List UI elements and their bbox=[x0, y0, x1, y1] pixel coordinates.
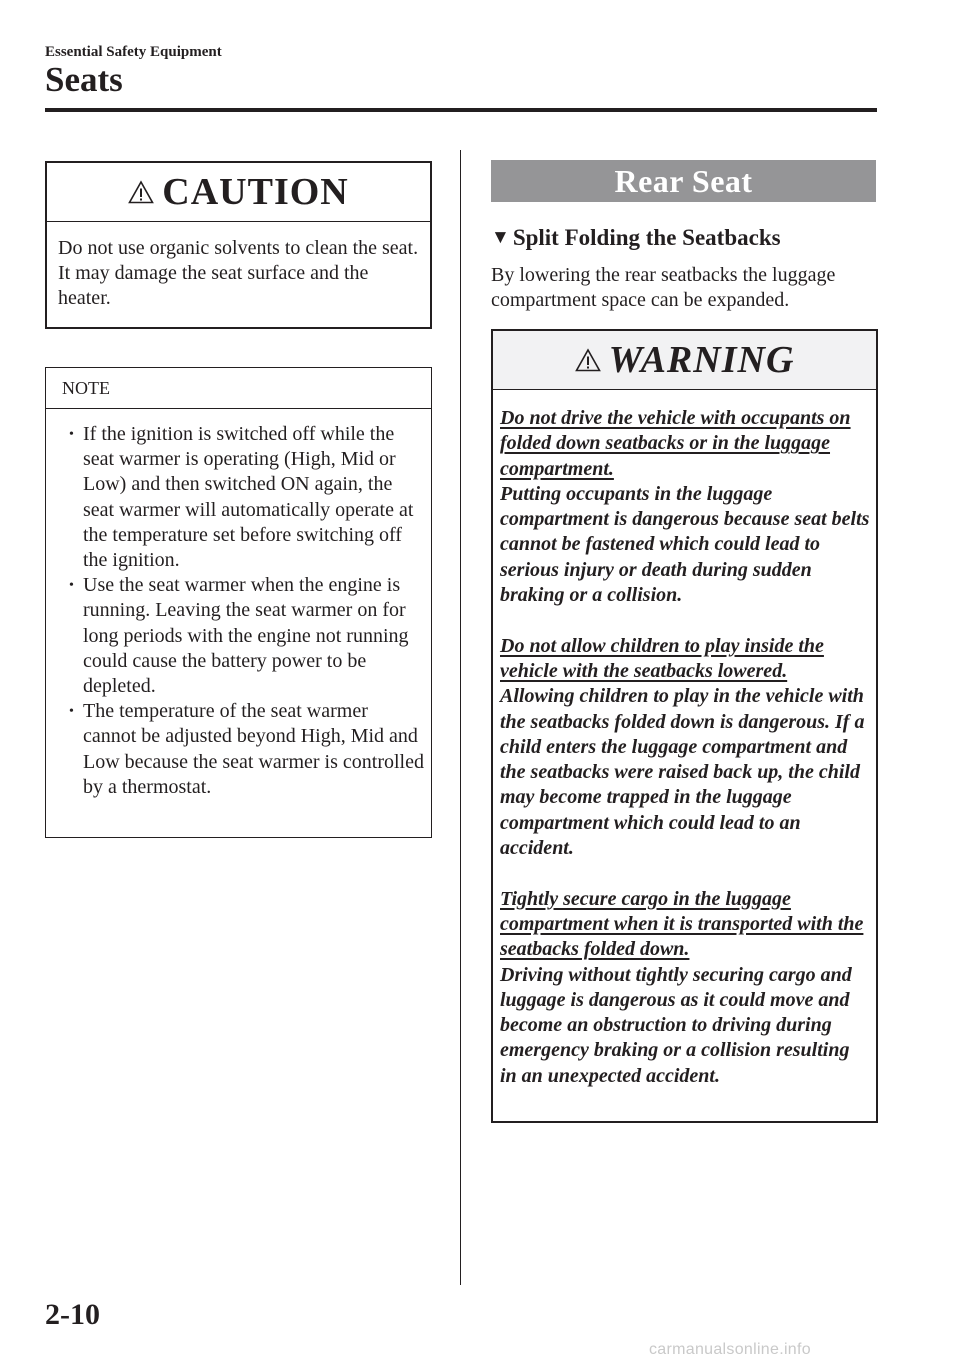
page-title: Seats bbox=[45, 60, 123, 99]
warning-paragraph bbox=[500, 887, 870, 1089]
intro-paragraph: By lowering the rear seatbacks the luggage compartment space can be expanded. bbox=[491, 264, 836, 311]
header-rule bbox=[45, 108, 877, 112]
bullet-icon: • bbox=[69, 427, 74, 442]
warning-paragraph bbox=[500, 406, 870, 608]
note-label: NOTE bbox=[46, 368, 431, 409]
warning-box bbox=[491, 329, 878, 1123]
note-item-text: The temperature of the seat warmer cannot be adjusted beyond High, Mid and Low because the seat warmer is controlled by a thermostat. bbox=[83, 700, 424, 798]
warning-text: Driving without tightly securing cargo and luggage is dangerous as it could move and become an obstruction to driving during emergency braking or a collision resulting in an unexpected accident. bbox=[500, 963, 852, 1087]
bullet-icon: • bbox=[69, 704, 74, 720]
note-item-text: Use the seat warmer when the engine is running. Leaving the seat warmer on for long periods with the engine not running could cause the battery power to be depleted. bbox=[83, 574, 409, 698]
warning-heading: Do not drive the vehicle with occupants on folded down seatbacks or in the luggage compartment. bbox=[500, 407, 851, 480]
subsection-heading-text: Split Folding the Seatbacks bbox=[512, 225, 781, 250]
list-item bbox=[46, 422, 431, 573]
chapter-label: Essential Safety Equipment bbox=[45, 44, 222, 60]
caution-text: Do not use organic solvents to clean the seat. It may damage the seat surface and the heater. bbox=[58, 237, 419, 309]
section-banner: Rear Seat bbox=[491, 160, 876, 202]
warning-body bbox=[493, 390, 876, 1089]
list-item bbox=[46, 573, 431, 699]
note-list bbox=[46, 409, 431, 800]
bullet-icon: • bbox=[69, 578, 74, 594]
caution-label: CAUTION bbox=[162, 171, 349, 213]
watermark: carmanualsonline.info bbox=[649, 1341, 811, 1358]
warning-heading: Tightly secure cargo in the luggage compartment when it is transported with the seatbacks folded down. bbox=[500, 887, 864, 961]
note-item-text: If the ignition is switched off while the seat warmer is operating (High, Mid or Low) and then switched ON again, the seat warmer will automatically operate at the temperature set before switching off the ignition. bbox=[83, 423, 414, 572]
warning-heading: Do not allow children to play inside the vehicle with the seatbacks lowered. bbox=[500, 634, 824, 682]
warning-triangle-icon bbox=[128, 180, 154, 204]
subsection-heading bbox=[491, 223, 781, 253]
warning-triangle-icon bbox=[575, 348, 601, 372]
warning-paragraph bbox=[500, 634, 870, 862]
warning-header bbox=[493, 331, 876, 390]
caution-header bbox=[47, 163, 430, 222]
page-number: 2-10 bbox=[45, 1298, 100, 1331]
triangle-marker-icon: ▼ bbox=[491, 227, 510, 248]
caution-box bbox=[45, 161, 432, 329]
warning-text: Putting occupants in the luggage compartment is dangerous because seat belts cannot be fastened which could lead to serious injury or death during sudden braking or a collision. bbox=[500, 482, 870, 607]
note-box bbox=[45, 367, 432, 838]
list-item bbox=[46, 699, 431, 800]
column-divider bbox=[460, 150, 461, 1285]
warning-label: WARNING bbox=[608, 339, 795, 381]
warning-text: Allowing children to play in the vehicle with the seatbacks folded down is dangerous. If a child enters the luggage compartment and the seatbacks were raised back up, the child may become trapped in the luggage compartment which could lead to an accident. bbox=[500, 685, 865, 860]
